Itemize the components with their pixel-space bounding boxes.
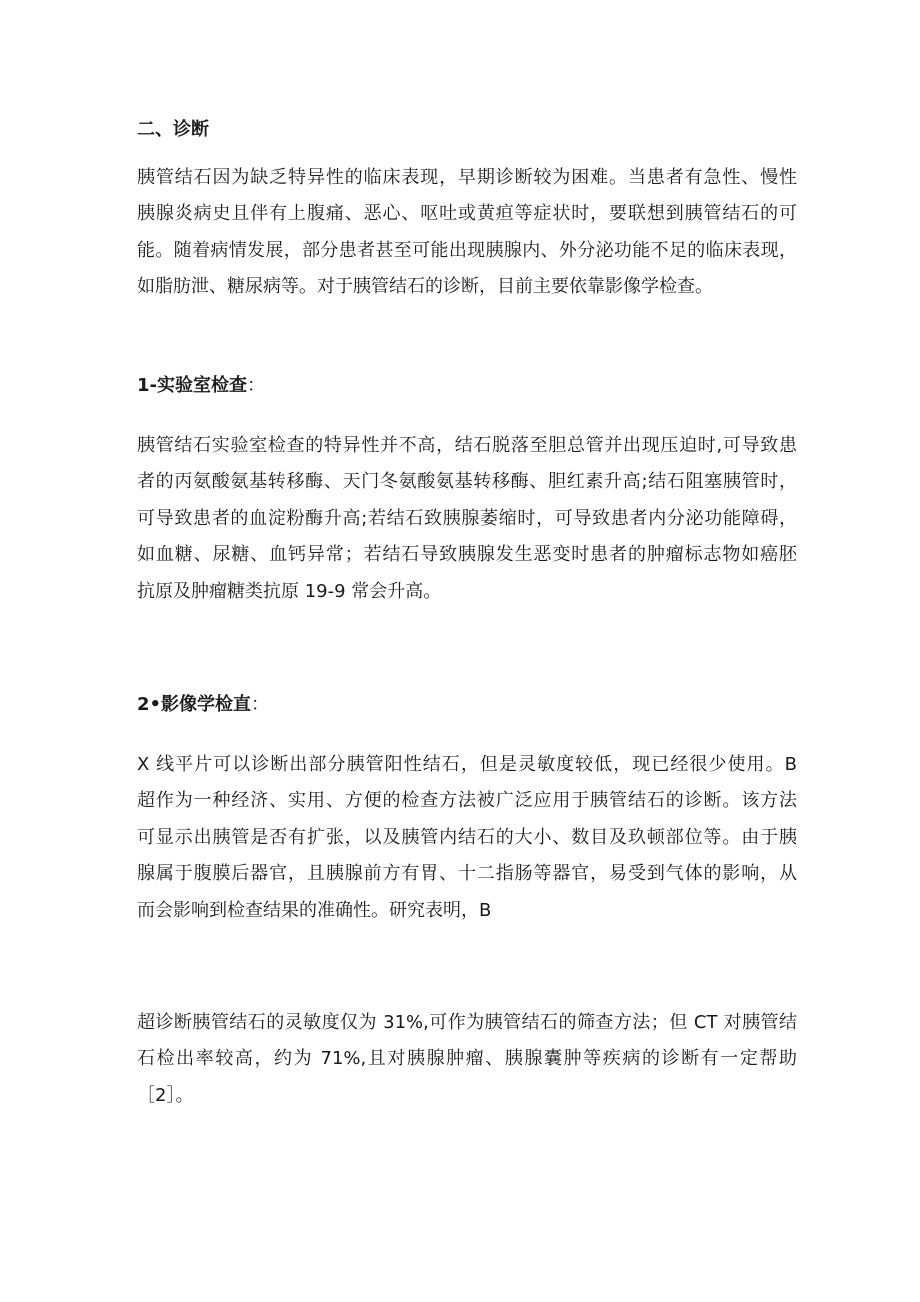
paragraph-line: 胰管结石实验室检查的特异性并不高，结石脱落至胆总管并出现压迫时,可导致患 [137,435,797,456]
imaging-heading [137,693,269,717]
paragraph-line: 可导致患者的血淀粉酶升高;若结石致胰腺萎缩时，可导致患者内分泌功能障碍， [137,507,797,529]
lab-heading [137,374,265,398]
paragraph-line: 抗原及肿瘤糖类抗原 19-9 常会升高。 [137,580,442,602]
paragraph-line: 胰腺炎病史且伴有上腹痛、恶心、呕吐或黄疸等症状时，要联想到胰管结石的可 [137,203,797,225]
lab-colon: ： [247,375,265,396]
paragraph-line: 如血糖、尿糖、血钙异常；若结石导致胰腺发生恶变时患者的肿瘤标志物如癌胚 [137,544,797,566]
paragraph-line: 腺属于腹膜后器官，且胰腺前方有胃、十二指肠等器官，易受到气体的影响，从 [137,863,797,885]
paragraph-line: 如脂肪泄、糖尿病等。对于胰管结石的诊断，目前主要依靠影像学检查。 [137,276,713,298]
paragraph-line: 而会影响到检查结果的准确性。研究表明，B [137,899,492,921]
section-title: 二、诊断 [137,119,209,140]
imaging-title: 2•影像学检直 [137,694,252,715]
paragraph-line: 石检出率较高，约为 71%,且对胰腺肿瘤、胰腺囊肿等疾病的诊断有一定帮助 [137,1048,797,1070]
paragraph-line: ［2］。 [137,1084,194,1106]
paragraph-line: X 线平片可以诊断出部分胰管阳性结石，但是灵敏度较低，现已经很少使用。B [137,754,797,775]
paragraph-line: 者的丙氨酸氨基转移酶、天门冬氨酸氨基转移酶、胆红素升高;结石阻塞胰管时， [137,471,797,493]
paragraph-line: 可显示出胰管是否有扩张，以及胰管内结石的大小、数目及玖顿部位等。由于胰 [137,826,797,848]
lab-title: 1-实验室检查 [137,375,247,396]
paragraph-line: 能。随着病情发展，部分患者甚至可能出现胰腺内、外分泌功能不足的临床表现， [137,239,797,261]
section-heading [137,118,209,142]
paragraph-line: 超作为一种经济、实用、方便的检查方法被广泛应用于胰管结石的诊断。该方法 [137,790,797,812]
imaging-paragraph [137,747,797,929]
intro-paragraph [137,160,797,306]
lab-paragraph [137,428,797,610]
imaging-colon: ： [251,694,270,715]
imaging-continuation-paragraph [137,1005,797,1114]
paragraph-line: 胰管结石因为缺乏特异性的临床表现，早期诊断较为困难。当患者有急性、慢性 [137,167,797,188]
paragraph-line: 超诊断胰管结石的灵敏度仅为 31%,可作为胰管结石的筛查方法；但 CT 对胰管结 [137,1012,797,1033]
